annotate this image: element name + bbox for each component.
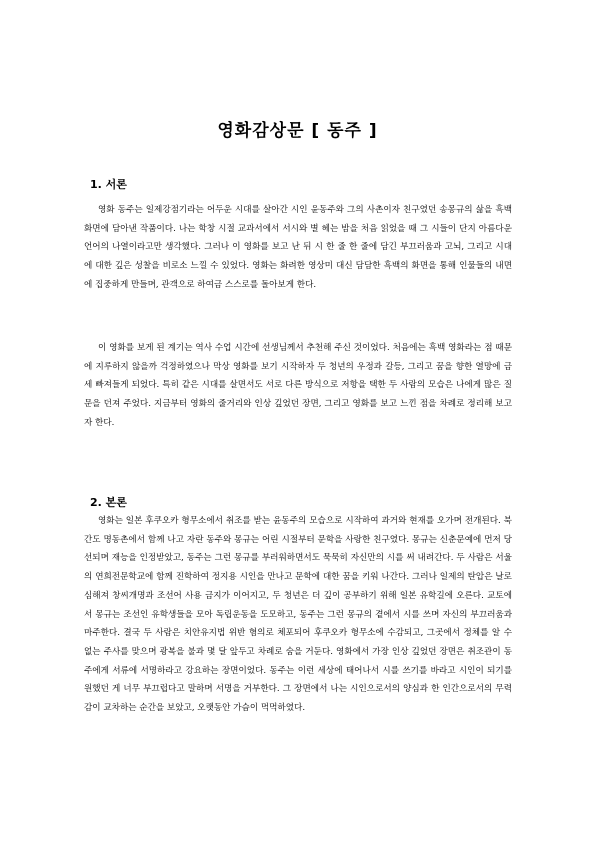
document-title: 영화감상문 [ 동주 ]: [217, 121, 378, 141]
paragraph-introduction-2: 이 영화를 보게 된 계기는 역사 수업 시간에 선생님께서 추천해 주신 것이었다. 처음에는 흑백 영화라는 점 때문에 지루하지 않을까 걱정하였으나 막상 영화를 보기 시작하자 두 청년의 우정과 갈등, 그리고 꿈을 향한 열망에 금세 빠져들게 되었다. 특히 같은 시대를 살면서도 서로 다른 방식으로 저항을 택한 두 사람의 모습은 나에게 많은 질문을 던져 주었다. 지금부터 영화의 줄거리와 인상 깊었던 장면, 그리고 영화를 보고 느낀 점을 차례로 정리해 보고자 한다.: [84, 343, 512, 428]
section-heading-body: 2. 본론: [90, 496, 127, 509]
paragraph-introduction-1: 영화 동주는 일제강점기라는 어두운 시대를 살아간 시인 윤동주와 그의 사촌이자 친구였던 송몽규의 삶을 흑백 화면에 담아낸 작품이다. 나는 학창 시절 교과서에서 서시와 별 헤는 밤을 처음 읽었을 때 그 시들이 단지 아름다운 언어의 나열이라고만 생각했다. 그러나 이 영화를 보고 난 뒤 시 한 줄 한 줄에 담긴 부끄러움과 고뇌, 그리고 시대에 대한 깊은 성찰을 비로소 느낄 수 있었다. 영화는 화려한 영상미 대신 담담한 흑백의 화면을 통해 인물들의 내면에 집중하게 만들며, 관객으로 하여금 스스로를 돌아보게 한다.: [84, 205, 512, 290]
section-heading-introduction: 1. 서론: [90, 178, 127, 191]
paragraph-body-1: 영화는 일본 후쿠오카 형무소에서 취조를 받는 윤동주의 모습으로 시작하여 과거와 현재를 오가며 전개된다. 북간도 명동촌에서 함께 나고 자란 동주와 몽규는 어린 시절부터 문학을 사랑한 친구였다. 몽규는 신춘문예에 먼저 당선되며 재능을 인정받았고, 동주는 그런 몽규를 부러워하면서도 묵묵히 자신만의 시를 써 내려간다. 두 사람은 서울의 연희전문학교에 함께 진학하여 정지용 시인을 만나고 문학에 대한 꿈을 키워 나간다. 그러나 일제의 탄압은 날로 심해져 창씨개명과 조선어 사용 금지가 이어지고, 두 청년은 더 깊이 공부하기 위해 일본 유학길에 오른다. 교토에서 몽규는 조선인 유학생들을 모아 독립운동을 도모하고, 동주는 그런 몽규의 곁에서 시를 쓰며 자신의 부끄러움과 마주한다. 결국 두 사람은 치안유지법 위반 혐의로 체포되어 후쿠오카 형무소에 수감되고, 그곳에서 정체를 알 수 없는 주사를 맞으며 광복을 불과 몇 달 앞두고 차례로 숨을 거둔다. 영화에서 가장 인상 깊었던 장면은 취조관이 동주에게 서류에 서명하라고 강요하는 장면이었다. 동주는 이런 세상에 태어나서 시를 쓰기를 바라고 시인이 되기를 원했던 게 너무 부끄럽다고 말하며 서명을 거부한다. 그 장면에서 나는 시인으로서의 양심과 한 인간으로서의 무력감이 교차하는 순간을 보았고, 오랫동안 가슴이 먹먹하였다.: [84, 516, 512, 714]
